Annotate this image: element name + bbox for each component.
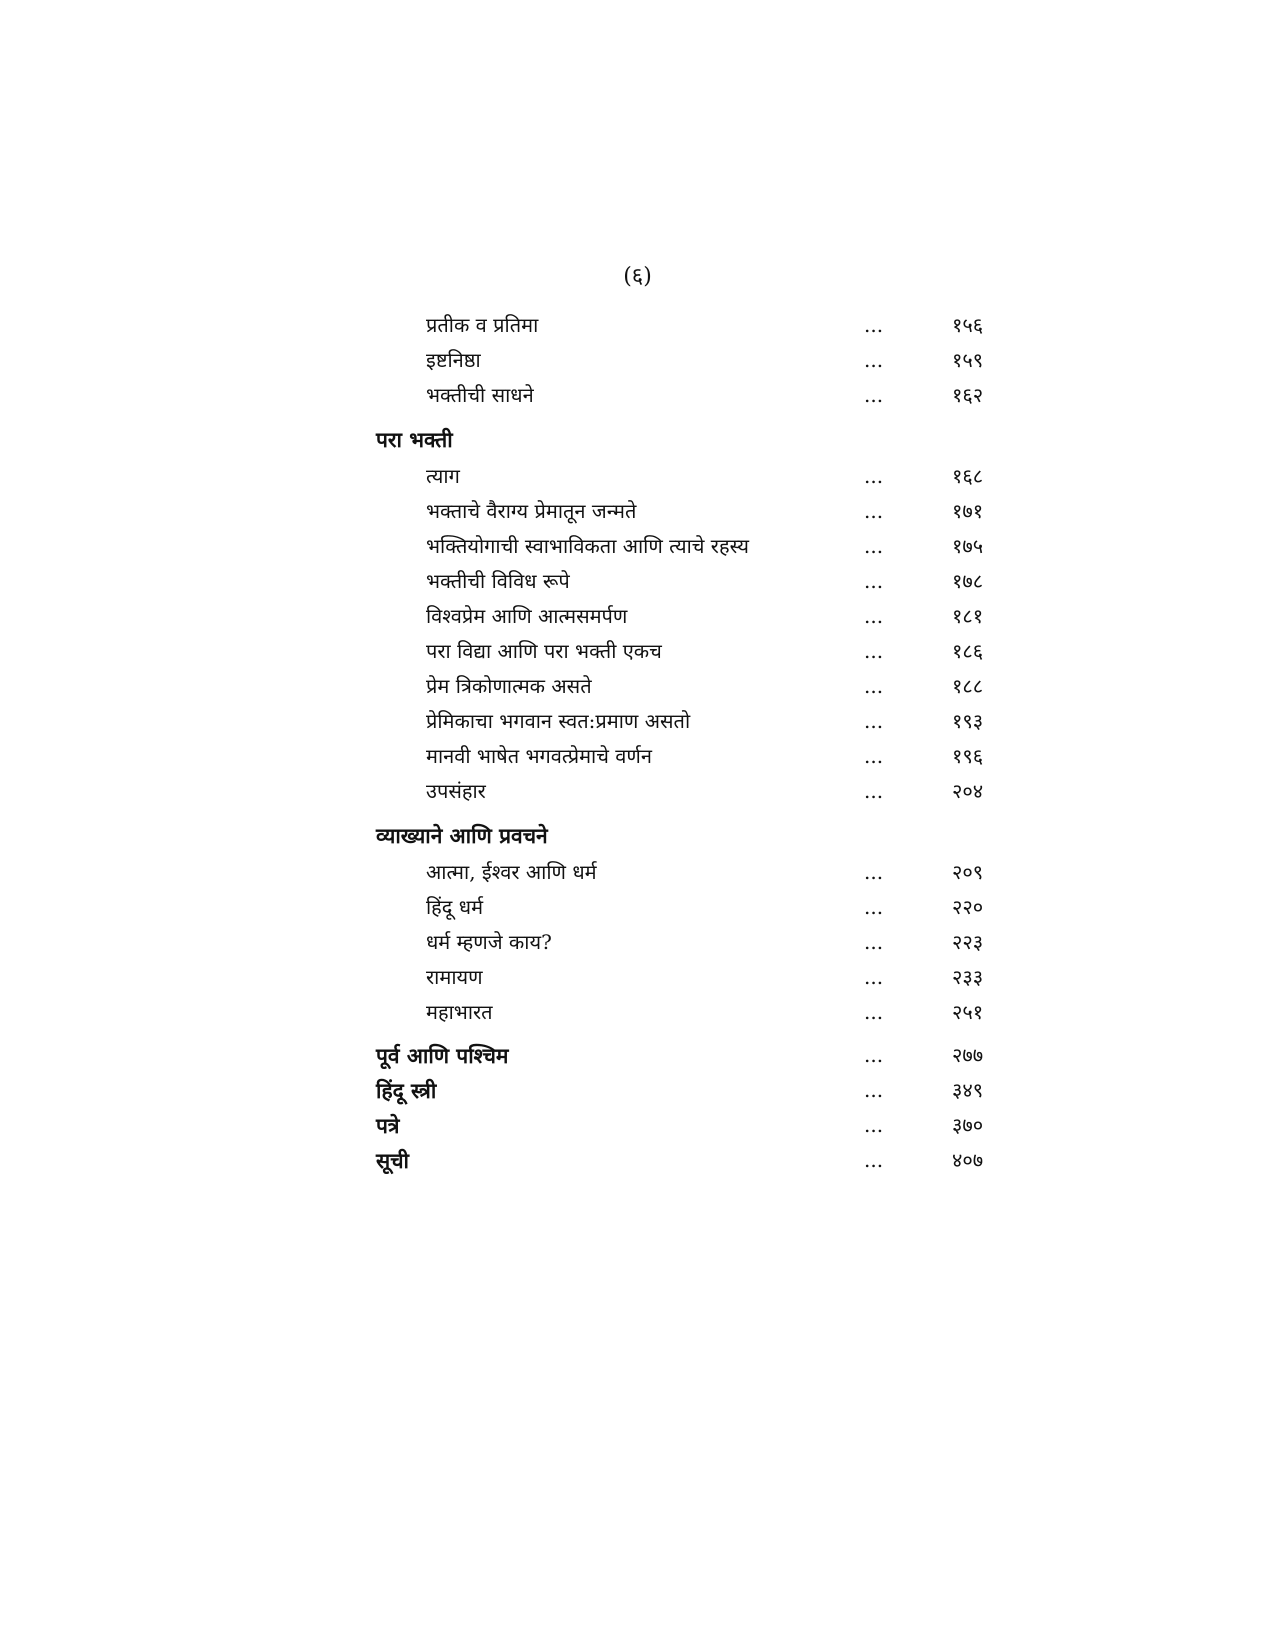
toc-entry-page: १७५ bbox=[952, 534, 984, 558]
toc-major-title: पत्रे bbox=[376, 1113, 400, 1138]
toc-entry-leader: ... bbox=[864, 674, 884, 698]
toc-entry-page: १९३ bbox=[952, 709, 984, 733]
toc-entry-page: २५१ bbox=[952, 1000, 984, 1024]
toc-entry-title: रामायण bbox=[426, 965, 483, 989]
toc-entry bbox=[376, 599, 1016, 634]
toc-entry bbox=[376, 855, 1016, 890]
toc-major-entry bbox=[376, 1038, 1016, 1073]
toc-entry bbox=[376, 343, 1016, 378]
toc-major-entry bbox=[376, 1143, 1016, 1178]
toc-entry bbox=[376, 378, 1016, 413]
toc-entry bbox=[376, 704, 1016, 739]
toc-entry-page: २२३ bbox=[952, 930, 984, 954]
toc-entry bbox=[376, 564, 1016, 599]
toc-major-title: सूची bbox=[376, 1148, 409, 1173]
toc-entry-leader: ... bbox=[864, 569, 884, 593]
toc-entry-leader: ... bbox=[864, 313, 884, 337]
toc-entry-leader: ... bbox=[864, 744, 884, 768]
toc-entry bbox=[376, 774, 1016, 809]
toc-entry bbox=[376, 529, 1016, 564]
toc-entry-leader: ... bbox=[864, 604, 884, 628]
toc-entry bbox=[376, 634, 1016, 669]
toc-entry-leader: ... bbox=[864, 779, 884, 803]
toc-entry bbox=[376, 960, 1016, 995]
toc-entry-page: १६८ bbox=[952, 464, 984, 488]
toc-entry-title: उपसंहार bbox=[426, 779, 486, 803]
toc-entry-page: १६२ bbox=[952, 383, 984, 407]
toc-entry-leader: ... bbox=[864, 464, 884, 488]
toc-entry-page: १८१ bbox=[952, 604, 984, 628]
toc-entry-title: मानवी भाषेत भगवत्प्रेमाचे वर्णन bbox=[426, 744, 652, 768]
toc-entry-page: २७७ bbox=[952, 1043, 984, 1067]
toc-entry-title: धर्म म्हणजे काय? bbox=[426, 930, 552, 954]
toc-major-entry bbox=[376, 1108, 1016, 1143]
toc-entry-title: प्रेम त्रिकोणात्मक असते bbox=[426, 674, 592, 698]
toc-entry-page: १७८ bbox=[952, 569, 984, 593]
toc-entry-leader: ... bbox=[864, 1113, 884, 1137]
toc-entry-page: २३३ bbox=[952, 965, 984, 989]
toc-entry-leader: ... bbox=[864, 895, 884, 919]
toc-entry-leader: ... bbox=[864, 1000, 884, 1024]
toc-entry-leader: ... bbox=[864, 1043, 884, 1067]
toc-entry-title: महाभारत bbox=[426, 1000, 493, 1024]
toc-entry-title: हिंदू धर्म bbox=[426, 895, 484, 919]
toc-entry-page: ३७० bbox=[952, 1113, 984, 1137]
toc-entry bbox=[376, 890, 1016, 925]
toc-entry bbox=[376, 669, 1016, 704]
toc-entry-title: आत्मा, ईश्वर आणि धर्म bbox=[426, 860, 597, 884]
toc-entry-title: परा विद्या आणि परा भक्ती एकच bbox=[426, 639, 662, 663]
toc-entry-title: भक्ताचे वैराग्य प्रेमातून जन्मते bbox=[426, 499, 637, 523]
table-of-contents bbox=[376, 308, 1016, 1178]
toc-entry-leader: ... bbox=[864, 348, 884, 372]
toc-entry-page: १९६ bbox=[952, 744, 984, 768]
toc-entry-leader: ... bbox=[864, 534, 884, 558]
toc-major-entry bbox=[376, 1073, 1016, 1108]
toc-entry-title: त्याग bbox=[426, 464, 460, 488]
toc-entry-leader: ... bbox=[864, 639, 884, 663]
toc-entry-page: २०४ bbox=[952, 779, 984, 803]
toc-entry bbox=[376, 995, 1016, 1030]
toc-entry bbox=[376, 308, 1016, 343]
toc-entry-page: ३४९ bbox=[952, 1078, 984, 1102]
toc-entry-leader: ... bbox=[864, 860, 884, 884]
page-number: (६) bbox=[623, 264, 652, 289]
toc-entry-title: प्रेमिकाचा भगवान स्वत:प्रमाण असतो bbox=[426, 709, 691, 733]
section-heading: व्याख्याने आणि प्रवचने bbox=[376, 823, 548, 848]
toc-entry-title: भक्तीची साधने bbox=[426, 383, 534, 407]
toc-entry-page: १५९ bbox=[952, 348, 984, 372]
toc-entry-page: २२० bbox=[952, 895, 984, 919]
toc-entry-title: भक्तीची विविध रूपे bbox=[426, 569, 570, 593]
toc-entry-title: प्रतीक व प्रतिमा bbox=[426, 313, 539, 337]
toc-entry-page: १८८ bbox=[952, 674, 984, 698]
toc-entry-leader: ... bbox=[864, 383, 884, 407]
toc-entry-page: २०९ bbox=[952, 860, 984, 884]
toc-entry bbox=[376, 739, 1016, 774]
toc-entry-leader: ... bbox=[864, 965, 884, 989]
toc-entry-leader: ... bbox=[864, 499, 884, 523]
toc-entry-title: भक्तियोगाची स्वाभाविकता आणि त्याचे रहस्य bbox=[426, 534, 749, 558]
toc-entry-leader: ... bbox=[864, 930, 884, 954]
toc-entry bbox=[376, 459, 1016, 494]
toc-entry bbox=[376, 925, 1016, 960]
toc-entry-page: ४०७ bbox=[952, 1148, 984, 1172]
toc-entry-leader: ... bbox=[864, 709, 884, 733]
toc-entry-title: इष्टनिष्ठा bbox=[426, 348, 481, 372]
toc-entry-page: १५६ bbox=[952, 313, 984, 337]
section-heading: परा भक्ती bbox=[376, 427, 453, 452]
toc-major-title: हिंदू स्त्री bbox=[376, 1078, 437, 1103]
toc-entry-title: विश्वप्रेम आणि आत्मसमर्पण bbox=[426, 604, 628, 628]
toc-entry-page: १७१ bbox=[952, 499, 984, 523]
toc-entry-leader: ... bbox=[864, 1148, 884, 1172]
toc-entry-page: १८६ bbox=[952, 639, 984, 663]
toc-entry-leader: ... bbox=[864, 1078, 884, 1102]
toc-entry bbox=[376, 494, 1016, 529]
toc-major-title: पूर्व आणि पश्चिम bbox=[376, 1043, 509, 1068]
